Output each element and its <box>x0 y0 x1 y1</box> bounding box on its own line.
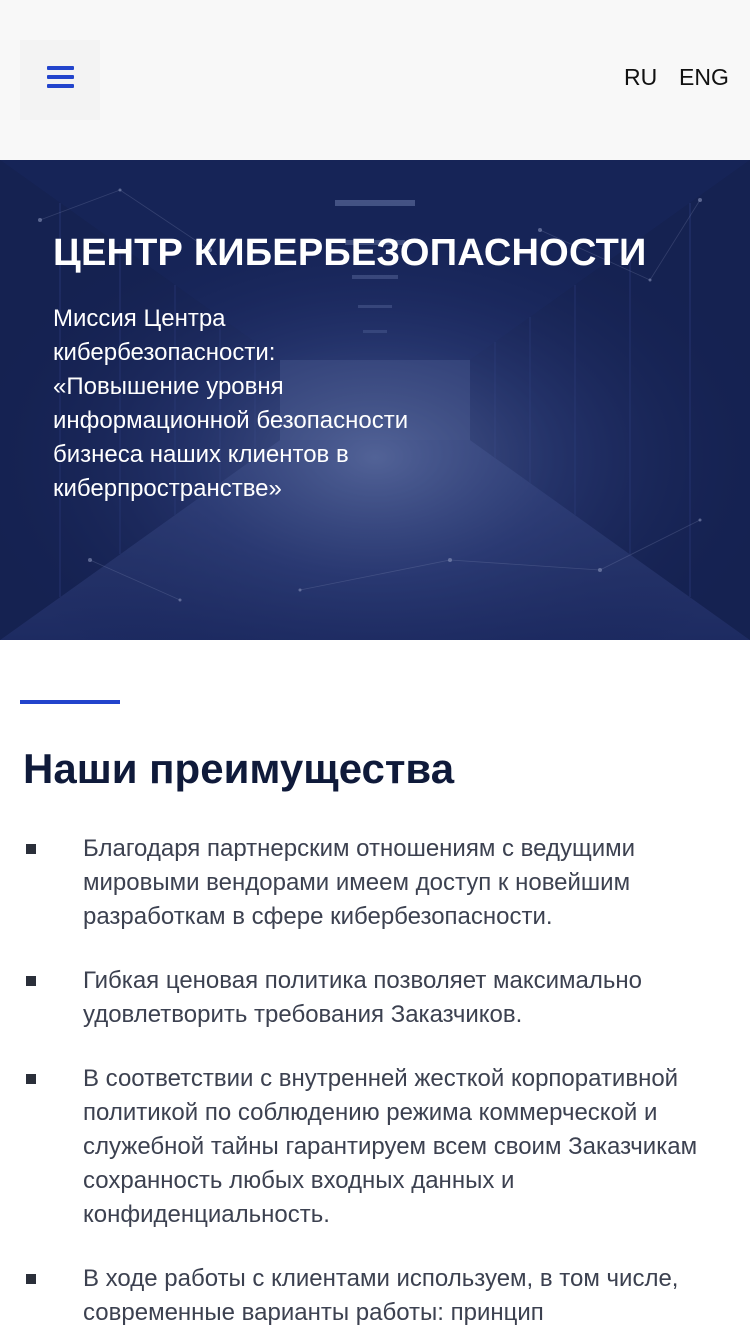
language-en-link[interactable]: ENG <box>679 64 729 90</box>
menu-button[interactable] <box>20 40 100 120</box>
advantages-list <box>0 832 750 1334</box>
hero-banner <box>0 160 750 640</box>
section-accent-divider <box>20 700 120 704</box>
bullet-square-icon <box>26 1074 36 1084</box>
hero-title: ЦЕНТР КИБЕРБЕЗОПАСНОСТИ <box>53 232 647 274</box>
advantage-text: Благодаря партнерским отношениям с ведущими мировыми вендорами имеем доступ к новейшим разработкам в сфере кибербезопасности. <box>83 835 636 930</box>
site-header <box>0 0 750 160</box>
advantage-item <box>0 964 713 1032</box>
advantage-item <box>0 1062 713 1232</box>
advantage-text: Гибкая ценовая политика позволяет максимально удовлетворить требования Заказчиков. <box>83 967 642 1028</box>
advantage-item <box>0 1262 713 1330</box>
hamburger-icon <box>47 66 74 88</box>
advantage-text: В ходе работы с клиентами используем, в том числе, современные варианты работы: принцип <box>83 1265 679 1326</box>
bullet-square-icon <box>26 976 36 986</box>
bullet-square-icon <box>26 844 36 854</box>
hero-mission-text: Миссия Центра кибербезопасности: «Повышение уровня информационной безопасности бизнеса наших клиентов в киберпространстве» <box>53 305 409 502</box>
language-ru-link[interactable]: RU <box>624 64 658 90</box>
advantages-title: Наши преимущества <box>23 745 455 792</box>
advantage-text: В соответствии с внутренней жесткой корпоративной политикой по соблюдению режима коммерческой и служебной тайны гарантируем всем своим Заказчикам сохранность любых входных данных и конфиденциальность. <box>83 1065 698 1228</box>
advantage-item <box>0 832 713 934</box>
bullet-square-icon <box>26 1274 36 1284</box>
